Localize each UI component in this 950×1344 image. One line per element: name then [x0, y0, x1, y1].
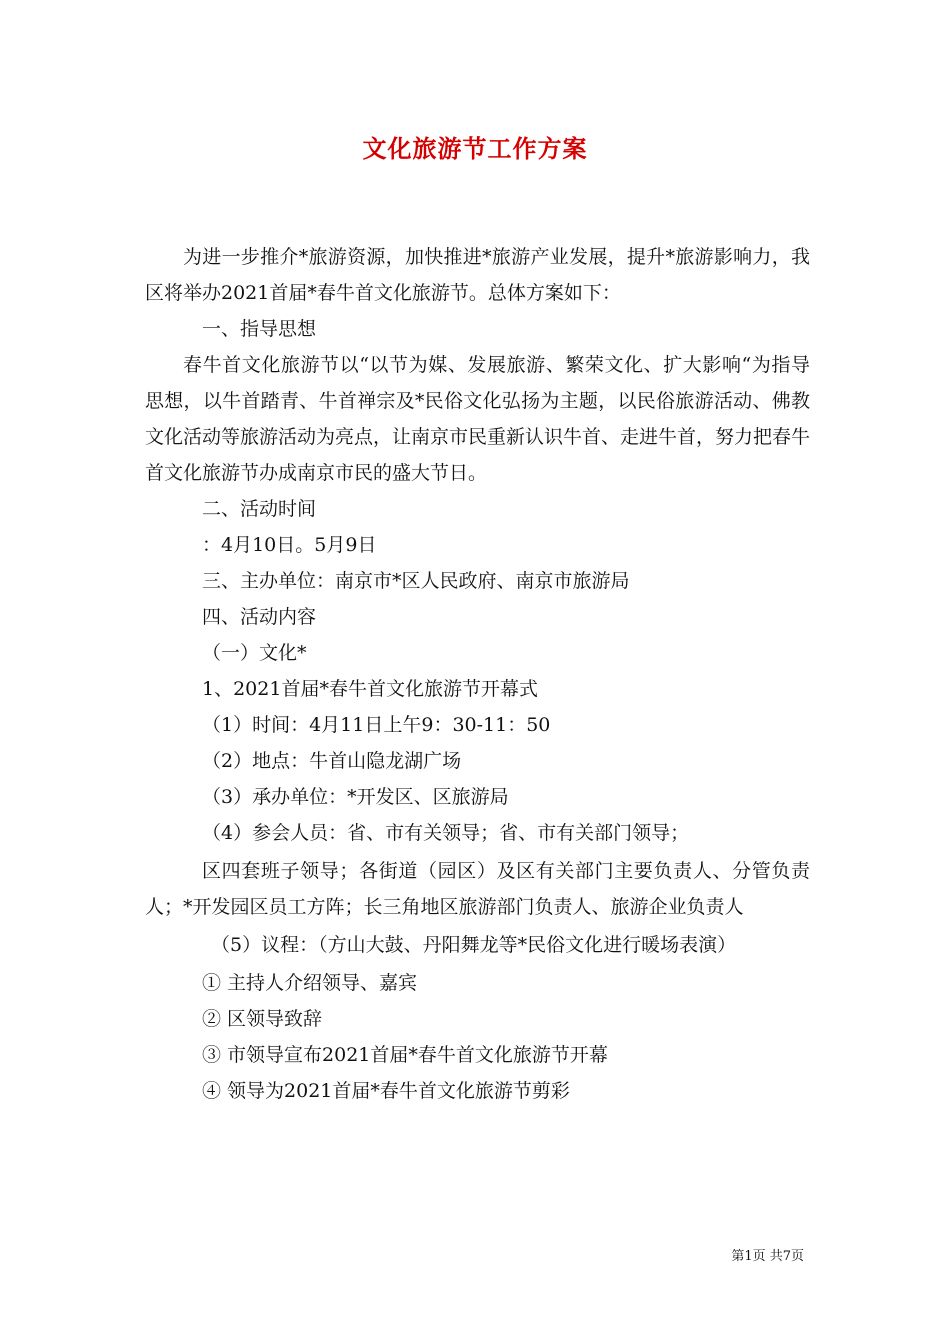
- heading-activity-time: 二、活动时间: [202, 498, 317, 520]
- item-agenda: （5）议程：（方山大鼓、丹阳舞龙等*民俗文化进行暖场表演）: [211, 934, 737, 956]
- agenda-step-3: ③ 市领导宣布2021首届*春牛首文化旅游节开幕: [202, 1044, 608, 1066]
- subheading-culture: （一）文化*: [202, 642, 307, 664]
- paragraph-guiding-thought: 春牛首文化旅游节以“以节为媒、发展旅游、繁荣文化、扩大影响“为指导思想，以牛首踏青、牛首禅宗及*民俗文化弘扬为主题，以民俗旅游活动、佛教文化活动等旅游活动为亮点，让南京市民重新认识牛首、走进牛首，努力把春牛首文化旅游节办成南京市民的盛大节日。: [145, 354, 811, 484]
- document-title: 文化旅游节工作方案: [362, 134, 588, 163]
- paragraph-intro: 为进一步推介*旅游资源，加快推进*旅游产业发展，提升*旅游影响力，我区将举办2021首届*春牛首文化旅游节。总体方案如下：: [145, 246, 810, 304]
- agenda-step-4: ④ 领导为2021首届*春牛首文化旅游节剪彩: [202, 1080, 570, 1102]
- document-body: [145, 239, 810, 1109]
- item-location: （2）地点：牛首山隐龙湖广场: [202, 750, 462, 772]
- paragraph-attendees-cont: 区四套班子领导；各街道（园区）及区有关部门主要负责人、分管负责人；*开发园区员工方阵；长三角地区旅游部门负责人、旅游企业负责人: [145, 860, 810, 918]
- page-number: 第1页 共7页: [731, 1249, 804, 1264]
- heading-activity-content: 四、活动内容: [202, 606, 317, 628]
- agenda-step-2: ② 区领导致辞: [202, 1008, 323, 1030]
- item-time: （1）时间：4月11日上午9：30-11：50: [202, 714, 551, 736]
- agenda-step-1: ① 主持人介绍领导、嘉宾: [202, 972, 418, 994]
- item-opening-ceremony: 1、2021首届*春牛首文化旅游节开幕式: [202, 678, 538, 700]
- item-organizer-unit: （3）承办单位：*开发区、区旅游局: [202, 786, 509, 808]
- heading-guiding-thought: 一、指导思想: [202, 318, 317, 340]
- activity-time-value: ：4月10日。5月9日: [202, 534, 377, 556]
- item-attendees: （4）参会人员：省、市有关领导；省、市有关部门领导；: [202, 822, 690, 844]
- heading-organizer: 三、主办单位：南京市*区人民政府、南京市旅游局: [202, 570, 630, 592]
